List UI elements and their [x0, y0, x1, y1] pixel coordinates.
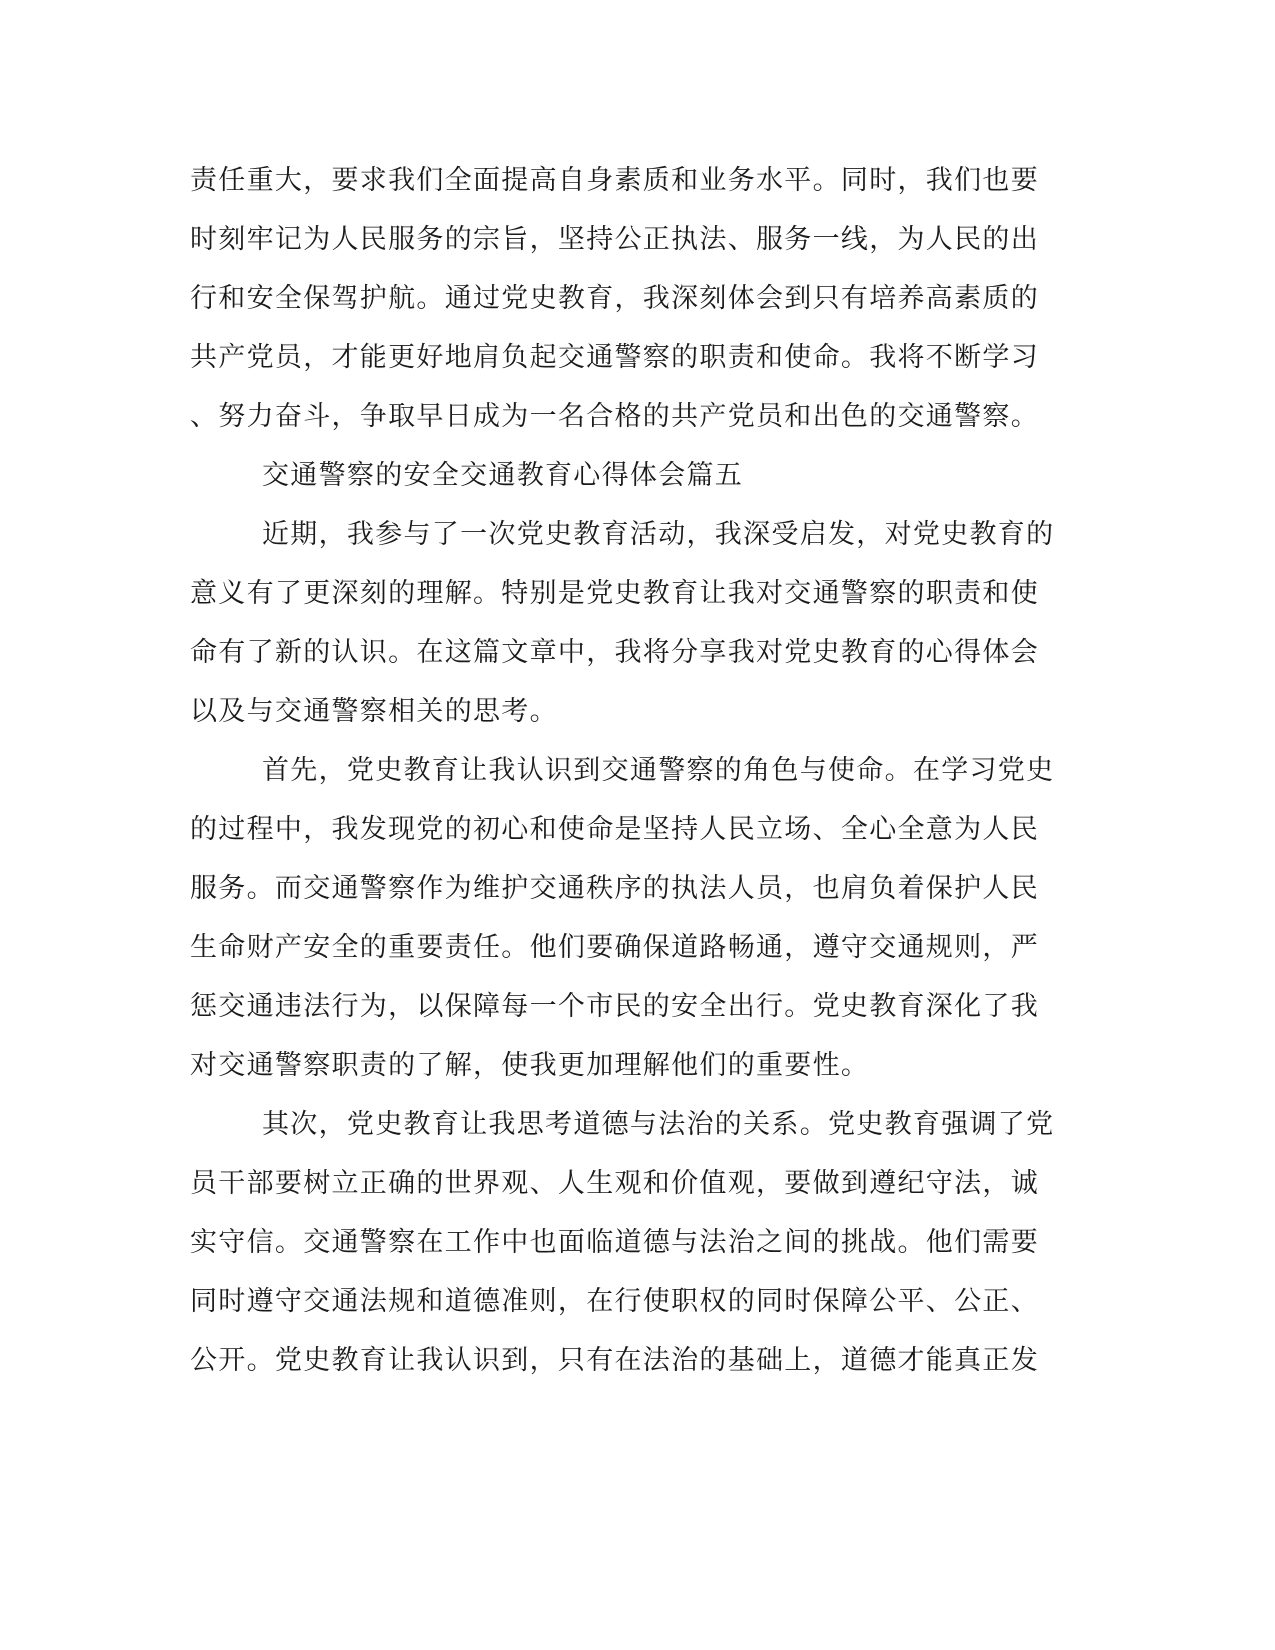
text-line: 行和安全保驾护航。通过党史教育，我深刻体会到只有培养高素质的	[190, 283, 1039, 314]
text-line: 的过程中，我发现党的初心和使命是坚持人民立场、全心全意为人民	[190, 814, 1039, 845]
text-line: 同时遵守交通法规和道德准则，在行使职权的同时保障公平、公正、	[190, 1286, 1039, 1317]
section-heading: 交通警察的安全交通教育心得体会篇五	[262, 460, 744, 491]
text-line: 实守信。交通警察在工作中也面临道德与法治之间的挑战。他们需要	[190, 1227, 1039, 1258]
text-line: 对交通警察职责的了解，使我更加理解他们的重要性。	[190, 1050, 870, 1081]
text-line: 共产党员，才能更好地肩负起交通警察的职责和使命。我将不断学习	[190, 342, 1039, 373]
text-line: 命有了新的认识。在这篇文章中，我将分享我对党史教育的心得体会	[190, 637, 1039, 668]
paragraph-first-line: 近期，我参与了一次党史教育活动，我深受启发，对党史教育的	[262, 519, 1055, 550]
text-line: 时刻牢记为人民服务的宗旨，坚持公正执法、服务一线，为人民的出	[190, 224, 1039, 255]
text-line: 意义有了更深刻的理解。特别是党史教育让我对交通警察的职责和使	[190, 578, 1039, 609]
text-line: 、努力奋斗，争取早日成为一名合格的共产党员和出色的交通警察。	[190, 401, 1039, 432]
paragraph-first-line: 其次，党史教育让我思考道德与法治的关系。党史教育强调了党	[262, 1109, 1055, 1140]
text-line: 责任重大，要求我们全面提高自身素质和业务水平。同时，我们也要	[190, 165, 1039, 196]
text-line: 以及与交通警察相关的思考。	[190, 696, 558, 727]
paragraph-first-line: 首先，党史教育让我认识到交通警察的角色与使命。在学习党史	[262, 755, 1055, 786]
text-line: 服务。而交通警察作为维护交通秩序的执法人员，也肩负着保护人民	[190, 873, 1039, 904]
text-line: 公开。党史教育让我认识到，只有在法治的基础上，道德才能真正发	[190, 1345, 1039, 1376]
text-line: 员干部要树立正确的世界观、人生观和价值观，要做到遵纪守法，诚	[190, 1168, 1039, 1199]
text-line: 生命财产安全的重要责任。他们要确保道路畅通，遵守交通规则，严	[190, 932, 1039, 963]
text-line: 惩交通违法行为，以保障每一个市民的安全出行。党史教育深化了我	[190, 991, 1039, 1022]
